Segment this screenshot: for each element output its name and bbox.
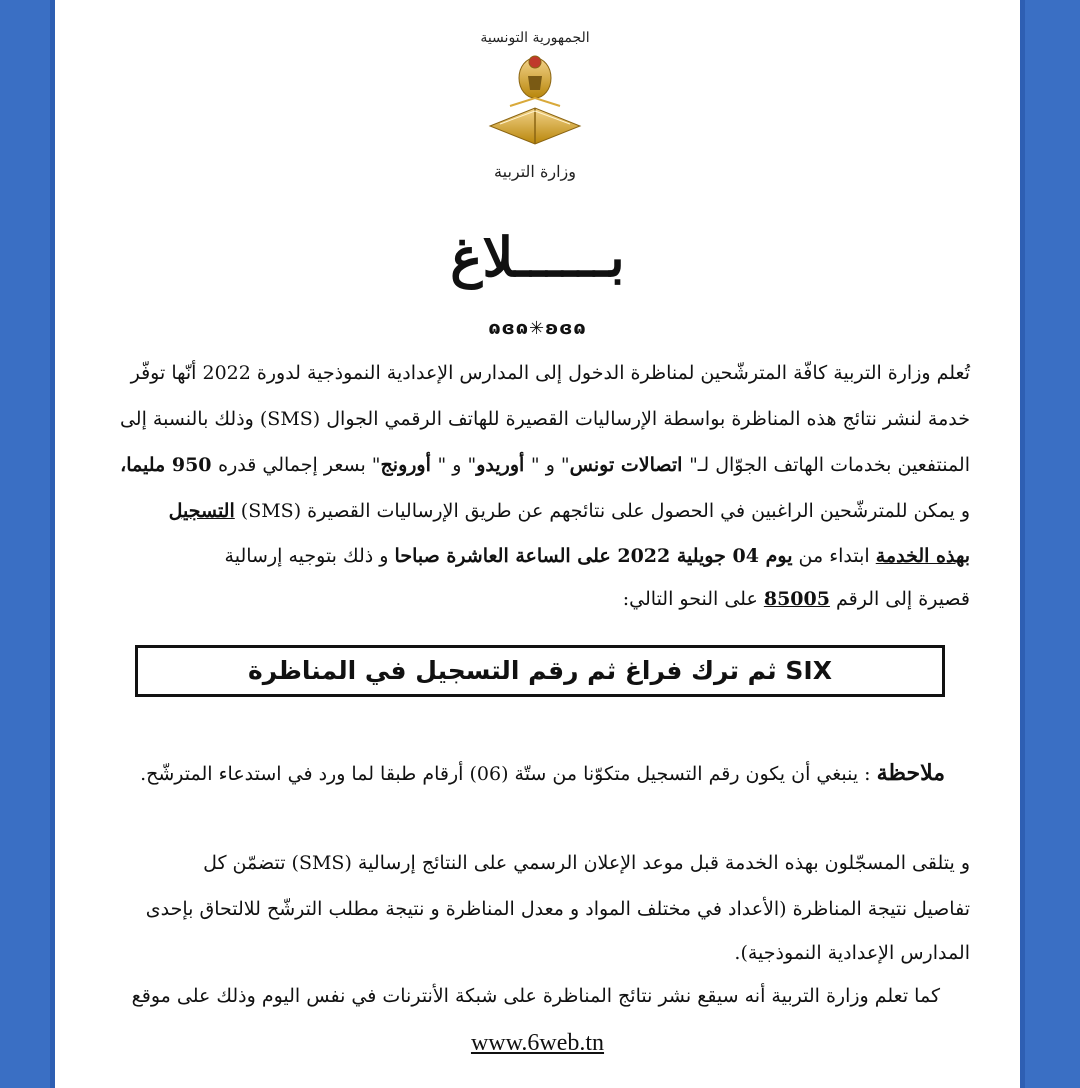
paragraph2-line2 — [225, 545, 970, 567]
sms-number: 85005 — [763, 588, 830, 610]
note-label: ملاحظة — [876, 760, 945, 786]
p2-l1-a: و يمكن للمترشّحين الراغبين في الحصول على نتائجهم عن طريق الإرساليات القصيرة (SMS) — [234, 500, 970, 522]
page-title: بــــــلاغ — [450, 225, 625, 289]
p1-l3-a: المنتفعين بخدمات الهاتف الجوّال لـ" — [689, 454, 970, 476]
paragraph2-line3 — [623, 588, 970, 610]
p2-l2-b: ابتداء من — [792, 545, 876, 567]
p1-l3-e: " و " — [437, 454, 477, 476]
website-link[interactable]: www.6web.tn — [470, 1030, 605, 1056]
paragraph2-line1 — [169, 500, 970, 522]
paragraph1-line3 — [120, 454, 970, 476]
registration-word: التسجيل — [168, 500, 235, 522]
emblem-bottom-text: وزارة التربية — [494, 162, 576, 181]
p1-l3-c: " و " — [530, 454, 570, 476]
service-word: بهذه الخدمة — [875, 545, 970, 567]
paragraph1-line1: تُعلم وزارة التربية كافّة المترشّحين لمناظرة الدخول إلى المدارس الإعدادية النموذجية لدورة 2022 أنّها توفّر — [130, 362, 970, 384]
title-ornament: ɷɞɷ✳ʚɞɷ — [488, 318, 587, 339]
note-text: : ينبغي أن يكون رقم التسجيل متكوّنا من ستّة (06) أرقام طبقا لما ورد في استدعاء المترشّح. — [140, 763, 877, 785]
paragraph3-line3: المدارس الإعدادية النموذجية). — [734, 942, 970, 964]
ministry-emblem — [480, 30, 590, 190]
paragraph4: كما تعلم وزارة التربية أنه سيقع نشر نتائج المناظرة على شبكة الأنترنات في نفس اليوم وذلك على موقع — [131, 985, 940, 1007]
start-date-text: يوم 04 جويلية 2022 على الساعة العاشرة صباحا — [394, 545, 793, 567]
right-border — [1020, 0, 1025, 1088]
operator-orange: أورونج — [380, 454, 438, 476]
sms-format-box: SIX ثم ترك فراغ ثم رقم التسجيل في المناظرة — [135, 645, 945, 697]
p2-l3-a: قصيرة إلى الرقم — [829, 588, 970, 610]
operator-tunisie-telecom: اتصالات تونس — [569, 454, 690, 476]
left-border — [50, 0, 55, 1088]
p2-l3-c: على النحو التالي: — [622, 588, 764, 610]
document-page — [50, 0, 1025, 1088]
emblem-top-text: الجمهورية التونسية — [480, 30, 590, 46]
operator-ooredoo: أوريدو — [476, 454, 531, 476]
paragraph3-line1: و يتلقى المسجّلون بهذه الخدمة قبل موعد الإعلان الرسمي على النتائج إرسالية (SMS) تتضمّن كل — [203, 852, 970, 874]
p2-l2-d: و ذلك بتوجيه إرسالية — [224, 545, 395, 567]
note-line — [140, 760, 945, 786]
emblem-crest-icon — [480, 48, 590, 158]
paragraph1-line2: خدمة لنشر نتائج هذه المناظرة بواسطة الإرساليات القصيرة للهاتف الرقمي الجوال (SMS) وذلك بالنسبة إلى — [119, 408, 970, 430]
paragraph3-line2: تفاصيل نتيجة المناظرة (الأعداد في مختلف المواد و معدل المناظرة و نتيجة مطلب الترشّح للالتحاق بإحدى — [145, 898, 970, 920]
p1-l3-g: " بسعر إجمالي قدره — [218, 454, 381, 476]
price-text: 950 مليما، — [120, 454, 219, 476]
